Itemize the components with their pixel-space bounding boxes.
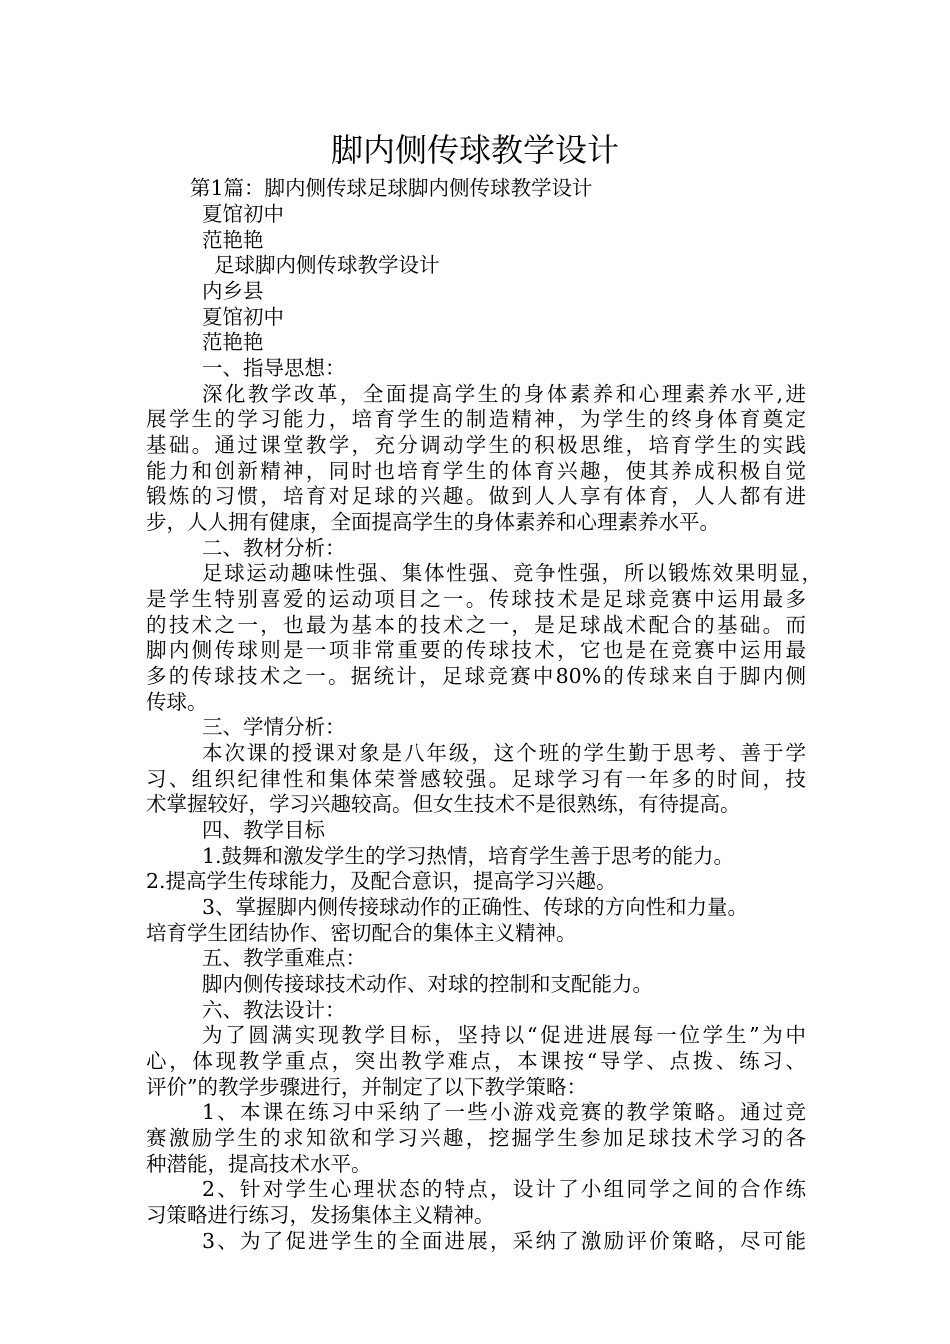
paragraph-line: 脚内侧传接球技术动作、对球的控制和支配能力。 (202, 972, 653, 996)
paragraph-line: 多的传球技术之一。据统计，足球竞赛中80%的传球来自于脚内侧 (146, 664, 806, 688)
paragraph-line: 种潜能，提高技术水平。 (146, 1152, 372, 1176)
author-name: 范艳艳 (202, 228, 264, 252)
paragraph-line: 习、组织纪律性和集体荣誉感较强。足球学习有一年多的时间，技 (146, 767, 806, 791)
paragraph-line: 培育学生团结协作、密切配合的集体主义精神。 (146, 921, 577, 945)
paragraph-line: 术掌握较好，学习兴趣较高。但女生技术不是很熟练，有待提高。 (146, 792, 741, 816)
author-school: 夏馆初中 (202, 202, 284, 226)
paragraph-line: 脚内侧传球则是一项非常重要的传球技术，它也是在竞赛中运用最 (146, 638, 806, 662)
section-heading: 四、教学目标 (202, 818, 325, 842)
section-heading: 三、学情分析： (202, 715, 346, 739)
paragraph-line: 的技术之一，也最为基本的技术之一，是足球战术配合的基础。而 (146, 613, 806, 637)
section-heading: 五、教学重难点： (202, 946, 366, 970)
section-heading: 二、教材分析： (202, 536, 346, 560)
paragraph-line: 3、为了促进学生的全面进展，采纳了激励评价策略，尽可能 (202, 1229, 806, 1253)
paragraph-line: 足球运动趣味性强、集体性强、竞争性强，所以锻炼效果明显， (202, 561, 822, 585)
paragraph-line: 评价”的教学步骤进行，并制定了以下教学策略： (146, 1075, 587, 1099)
county: 内乡县 (202, 279, 264, 303)
paragraph-line: 锻炼的习惯，培育对足球的兴趣。做到人人享有体育，人人都有进 (146, 484, 806, 508)
paragraph-line: 本次课的授课对象是八年级，这个班的学生勤于思考、善于学 (202, 741, 806, 765)
paragraph-line: 展学生的学习能力，培育学生的制造精神，为学生的终身体育奠定 (146, 407, 806, 431)
school: 夏馆初中 (202, 305, 284, 329)
paragraph-line: 习策略进行练习，发扬集体主义精神。 (146, 1203, 495, 1227)
paragraph-line: 1、本课在练习中采纳了一些小游戏竞赛的教学策略。通过竞 (202, 1100, 806, 1124)
paragraph-line: 是学生特别喜爱的运动项目之一。传球技术是足球竞赛中运用最多 (146, 587, 806, 611)
document-title: 脚内侧传球教学设计 (330, 131, 619, 169)
paragraph-line: 1.鼓舞和激发学生的学习热情，培育学生善于思考的能力。 (202, 844, 735, 868)
paragraph-line: 2、针对学生心理状态的特点，设计了小组同学之间的合作练 (202, 1177, 806, 1201)
author: 范艳艳 (202, 330, 264, 354)
paragraph-line: 3、掌握脚内侧传接球动作的正确性、传球的方向性和力量。 (202, 895, 749, 919)
paragraph-line: 传球。 (146, 690, 208, 714)
paragraph-line: 基础。通过课堂教学，充分调动学生的积极思维，培育学生的实践 (146, 433, 806, 457)
chapter-heading: 第1篇：脚内侧传球足球脚内侧传球教学设计 (190, 176, 593, 200)
paragraph-line: 心，体现教学重点，突出教学难点，本课按“导学、点拨、练习、 (146, 1049, 806, 1073)
paragraph-line: 2.提高学生传球能力，及配合意识，提高学习兴趣。 (146, 869, 617, 893)
section-heading: 一、指导思想： (202, 356, 346, 380)
paragraph-line: 深化教学改革，全面提高学生的身体素养和心理素养水平,进 (202, 382, 806, 406)
paragraph-line: 步，人人拥有健康，全面提高学生的身体素养和心理素养水平。 (146, 510, 720, 534)
section-heading: 六、教法设计： (202, 998, 346, 1022)
subtitle: 足球脚内侧传球教学设计 (214, 253, 440, 277)
paragraph-line: 为了圆满实现教学目标，坚持以“促进进展每一位学生”为中 (202, 1023, 806, 1047)
paragraph-line: 赛激励学生的求知欲和学习兴趣，挖掘学生参加足球技术学习的各 (146, 1126, 806, 1150)
paragraph-line: 能力和创新精神，同时也培育学生的体育兴趣，使其养成积极自觉 (146, 459, 806, 483)
